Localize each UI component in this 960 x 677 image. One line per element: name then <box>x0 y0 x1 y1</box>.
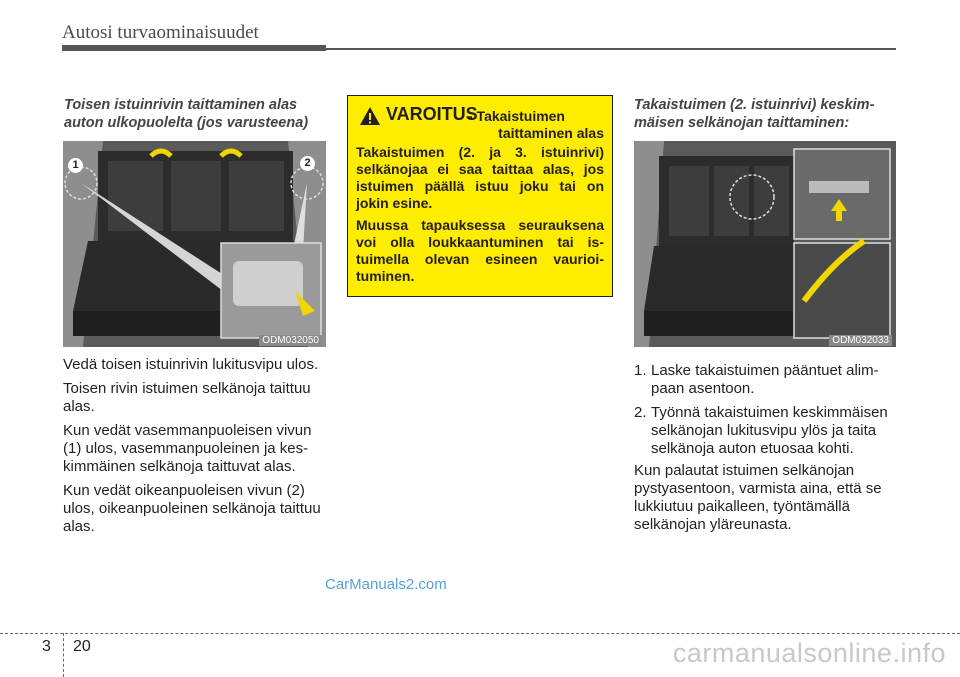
list-item <box>634 362 896 398</box>
image-caption-left: ODM032050 <box>259 335 322 346</box>
site-watermark: carmanualsonline.info <box>672 638 946 668</box>
left-paragraph-1: Vedä toisen istuinrivin lukitusvipu ulos. <box>63 356 319 373</box>
right-paragraph: Kun palautat istuimen selkänojan pystyasentoon, varmista aina, että se lukkiutuu paikalleen, työntämällä selkänojan yläreunasta. <box>634 462 882 533</box>
warning-subtitle-2: taittaminen alas <box>498 125 604 141</box>
image-caption-right: ODM032033 <box>829 335 892 346</box>
cargo-illustration-right <box>634 141 896 347</box>
callout-1: 1 <box>68 158 83 173</box>
step-text: Laske takaistuimen pääntuet alim-paan asentoon. <box>651 362 879 397</box>
right-section-title <box>634 96 899 132</box>
footer-divider <box>63 633 64 677</box>
cargo-area-photo-right <box>634 141 896 347</box>
warning-box <box>347 95 613 297</box>
left-paragraph-2: Toisen rivin istuimen selkänoja taittuu alas. <box>63 380 311 415</box>
chapter-number: 3 <box>42 638 51 655</box>
footer-rule <box>0 633 960 634</box>
right-title-line2: mäisen selkänojan taittaminen: <box>634 115 850 131</box>
callout-2: 2 <box>300 156 315 171</box>
right-title-line1: Takaistuimen (2. istuinrivi) keskim- <box>634 97 875 113</box>
warning-paragraph-1: Takaistuimen (2. ja 3. istuinrivi) selkänojaa ei saa taittaa alas, jos istuimen päällä istuu joku tai on jokin esine. <box>356 144 604 211</box>
step-number: 2. <box>634 404 647 421</box>
left-title-line1: Toisen istuinrivin taittaminen alas <box>64 97 298 113</box>
page-number: 20 <box>73 638 91 655</box>
header-bar <box>62 45 326 51</box>
warning-paragraph-2: Muussa tapauksessa seurauksena voi olla loukkaantuminen tai is-tuimella olevan esineen vaurioi-tuminen. <box>356 217 604 284</box>
right-body-text <box>634 462 896 540</box>
left-body-text <box>63 356 327 542</box>
list-item <box>634 404 896 458</box>
cargo-illustration-left <box>63 141 326 347</box>
warning-word: VAROITUS <box>386 104 478 124</box>
left-paragraph-3: Kun vedät vasemmanpuoleisen vivun (1) ulos, vasemmanpuoleinen ja kes-kimmäinen selkänoja taittuvat alas. <box>63 422 312 475</box>
warning-subtitle-1: - Takaistuimen <box>468 108 565 124</box>
page-header-title: Autosi turvaominaisuudet <box>62 22 259 43</box>
cargo-area-photo-left <box>63 141 326 347</box>
step-text: Työnnä takaistuimen keskimmäisen selkänojan lukitusvipu ylös ja taita selkänoja auton etuosaa kohti. <box>651 404 888 457</box>
left-paragraph-4: Kun vedät oikeanpuoleisen vivun (2) ulos, oikeanpuoleinen selkänoja taittuu alas. <box>63 482 321 535</box>
step-number: 1. <box>634 362 647 379</box>
watermark-link[interactable]: CarManuals2.com <box>325 576 447 593</box>
right-steps-list <box>634 362 896 464</box>
header-rule <box>326 48 896 50</box>
left-title-line2: auton ulkopuolelta (jos varusteena) <box>64 115 309 131</box>
left-section-title <box>64 96 329 132</box>
warning-triangle-icon <box>359 106 381 126</box>
